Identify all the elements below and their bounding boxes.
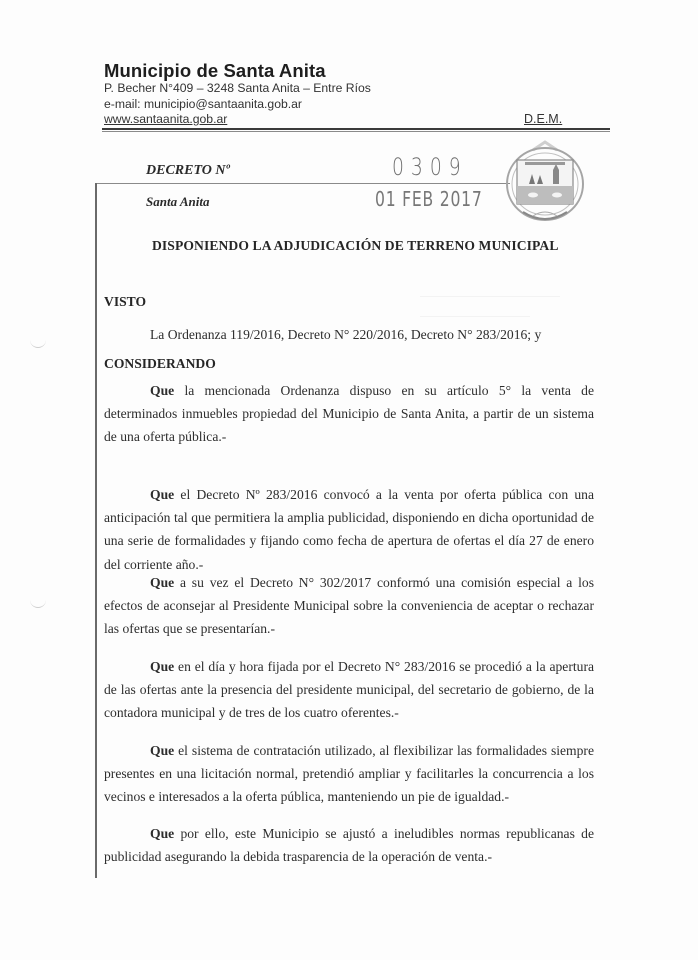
paragraph-text: a su vez el Decreto N° 302/2017 conformó una comisión especial a los efectos de aconsejar al Presidente Municipal sobre la conveniencia de aceptar o rechazar las ofertas que se presentarían.-	[104, 575, 594, 637]
visto-heading: VISTO	[104, 294, 147, 309]
letterhead	[104, 60, 371, 128]
decree-number-label: DECRETO Nº	[146, 163, 230, 178]
considerando-paragraph	[104, 483, 594, 576]
considerando-paragraph	[104, 379, 594, 449]
document-title: DISPONIENDO LA ADJUDICACIÓN DE TERRENO MUNICIPAL	[152, 238, 559, 253]
considerando-paragraph	[104, 571, 594, 641]
punch-hole	[30, 600, 46, 608]
department-label: D.E.M.	[524, 112, 563, 126]
paragraph-text: la mencionada Ordenanza dispuso en su artículo 5° la venta de determinados inmuebles propiedad del Municipio de Santa Anita, a partir de un sistema de una oferta pública.-	[104, 383, 594, 445]
paragraph-text: en el día y hora fijada por el Decreto N° 283/2016 se procedió a la apertura de las ofertas ante la presencia del presidente municipal, del secretario de gobierno, de la contadora municipal y de tres de los cuatro oferentes.-	[104, 659, 594, 721]
paragraph-lead: Que	[150, 743, 175, 758]
paragraph-lead: Que	[150, 826, 175, 841]
paragraph-text: el sistema de contratación utilizado, al flexibilizar las formalidades siempre presentes en una licitación normal, pretendió ampliar y facilitarles la concurrencia a los vecinos e interesados a la oferta pública, manteniendo un pie de igualdad.-	[104, 743, 594, 805]
website-link[interactable]: www.santaanita.gob.ar	[104, 112, 228, 126]
place-label: Santa Anita	[146, 194, 210, 209]
considerando-paragraph	[104, 822, 594, 868]
paragraph-lead: Que	[150, 575, 175, 590]
address: P. Becher N°409 – 3248 Santa Anita – Entre Ríos	[104, 81, 371, 95]
paragraph-lead: Que	[150, 383, 175, 398]
bleed-through-mark	[420, 296, 560, 297]
paragraph-text: por ello, este Municipio se ajustó a ineludibles normas republicanas de publicidad asegurando la debida trasparencia de la operación de venta.-	[104, 826, 594, 865]
punch-hole	[30, 340, 46, 348]
decree-number-stamp: 0309	[392, 153, 468, 181]
considerando-paragraph	[104, 655, 594, 725]
paragraph-lead: Que	[150, 659, 175, 674]
paragraph-lead: Que	[150, 487, 175, 502]
municipality-name: Municipio de Santa Anita	[104, 60, 326, 81]
email: e-mail: municipio@santaanita.gob.ar	[104, 96, 302, 111]
decree-divider	[95, 183, 510, 184]
header-rule-thin	[102, 131, 610, 132]
visto-text: La Ordenanza 119/2016, Decreto N° 220/2016, Decreto N° 283/2016; y	[150, 327, 542, 342]
municipal-seal-icon	[503, 138, 587, 228]
header-rule	[102, 128, 610, 130]
paragraph-text: el Decreto Nº 283/2016 convocó a la venta por oferta pública con una anticipación tal que permitiera la amplia publicidad, disponiendo en dicha oportunidad de una serie de formalidades y fijando como fecha de apertura de ofertas el día 27 de enero del corriente año.-	[104, 487, 594, 572]
considerando-heading: CONSIDERANDO	[104, 356, 216, 371]
left-margin-rule	[95, 183, 97, 878]
bleed-through-mark	[420, 316, 530, 317]
considerando-paragraph	[104, 739, 594, 809]
date-stamp: 01 FEB 2017	[375, 187, 483, 211]
